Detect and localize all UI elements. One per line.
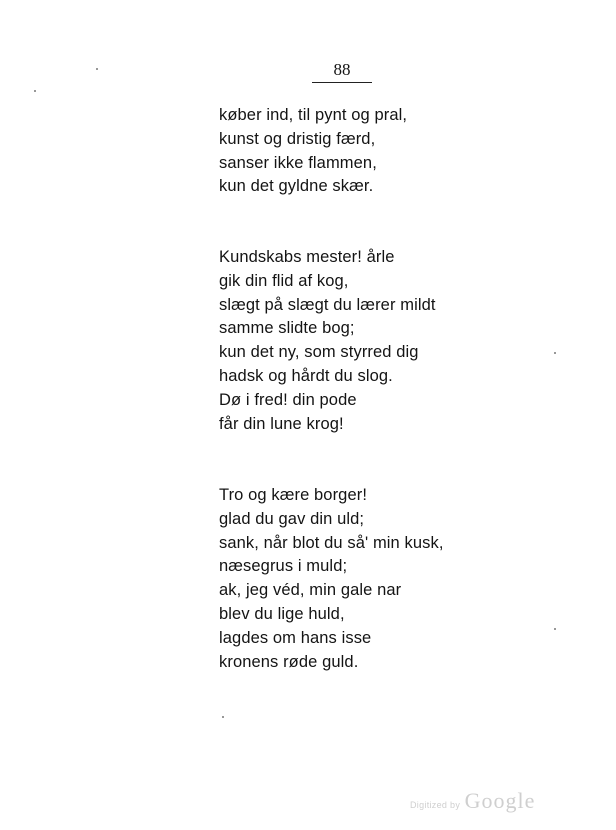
poem-line: kronens røde guld. [219, 652, 359, 671]
poem-line: næsegrus i muld; [219, 557, 348, 576]
poem-line: Tro og kære borger! [219, 486, 368, 504]
stanza-3 [219, 484, 444, 674]
poem-line: Dø i fred! din pode [219, 390, 357, 409]
poem-line: køber ind, til pynt og pral, [219, 106, 408, 124]
poem-line: kun det gyldne skær. [219, 177, 374, 196]
poem-line: slægt på slægt du lærer mildt [219, 295, 436, 314]
scan-speck [554, 628, 556, 630]
poem-line: kun det ny, som styrred dig [219, 343, 419, 362]
digitized-by-watermark [410, 788, 535, 814]
watermark-logo: Google [464, 788, 536, 813]
page-number-rule [312, 82, 372, 83]
poem-line: lagdes om hans isse [219, 628, 372, 647]
poem-line: kunst og dristig færd, [219, 129, 376, 148]
poem-line: samme slidte bog; [219, 319, 355, 338]
scan-speck [96, 68, 98, 70]
scan-speck [222, 716, 224, 718]
poem-line: sanser ikke flammen, [219, 153, 377, 172]
poem-line: Kundskabs mester! årle [219, 248, 395, 266]
poem-line: blev du lige huld, [219, 604, 345, 623]
poem-line: får din lune krog! [219, 414, 344, 433]
page-number: 88 [333, 60, 351, 79]
stanza-2 [219, 246, 436, 436]
poem-line: ak, jeg véd, min gale nar [219, 581, 402, 600]
stanza-1 [219, 104, 407, 199]
poem-line: hadsk og hårdt du slog. [219, 366, 393, 385]
scan-speck [554, 352, 556, 354]
poem-line: sank, når blot du så' min kusk, [219, 533, 444, 552]
scan-speck [34, 90, 36, 92]
poem-line: glad du gav din uld; [219, 509, 365, 528]
watermark-prefix: Digitized by [410, 800, 461, 810]
poem-line: gik din flid af kog, [219, 271, 349, 290]
